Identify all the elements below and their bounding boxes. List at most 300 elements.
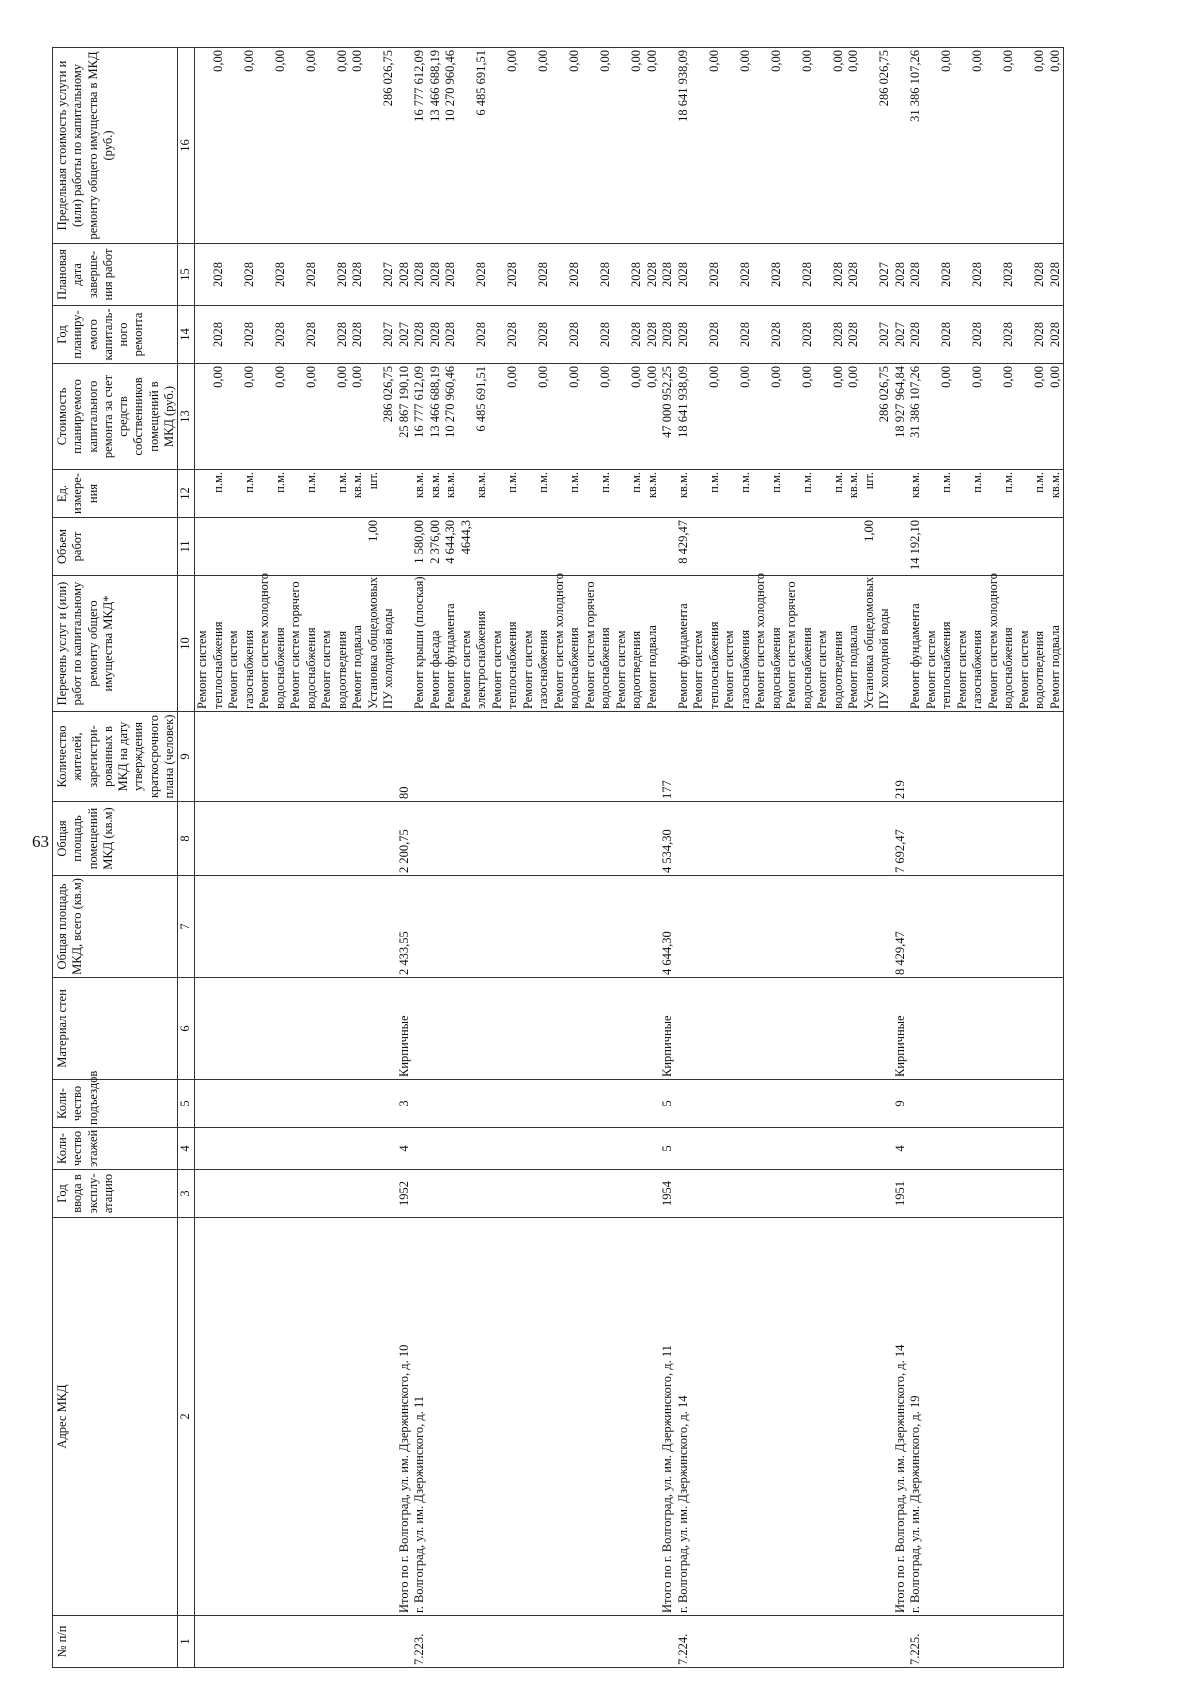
table-cell (1032, 1130, 1048, 1167)
table-cell (722, 980, 738, 1077)
table-cell (707, 878, 723, 975)
table-cell (226, 50, 242, 241)
table-cell: п.м. (241, 472, 256, 493)
table-cell (753, 246, 769, 303)
table-cell (428, 1172, 444, 1215)
table-cell (552, 1220, 568, 1613)
table-cell (908, 1172, 924, 1215)
table-cell (784, 520, 800, 573)
table-cell (459, 308, 475, 361)
table-cell: Установка общедомовых (365, 576, 380, 709)
header-cell: Плановая дата заверше-ния работ (53, 244, 178, 306)
table-cell: 177 (660, 780, 674, 799)
table-cell (195, 1618, 211, 1665)
table-cell: 0,00 (598, 50, 612, 72)
table-cell (970, 1130, 986, 1167)
table-cell (381, 472, 397, 515)
table-cell: Ремонт фасада (427, 630, 442, 709)
table-cell (1001, 714, 1017, 799)
column-premises-area (195, 802, 1064, 876)
table-cell (304, 1618, 320, 1665)
table-cell: Ремонт систем (458, 630, 473, 709)
table-cell: 0,00 (303, 366, 318, 388)
table-cell (846, 520, 862, 573)
table-cell (908, 878, 924, 975)
table-cell (257, 1082, 273, 1125)
table-cell (505, 714, 521, 799)
table-cell (629, 714, 645, 799)
table-cell: 2027 (877, 322, 891, 347)
table-cell (1017, 472, 1033, 515)
table-cell: 2028 (737, 322, 752, 347)
table-cell: кв.м. (443, 472, 457, 499)
table-cell: 2028 (536, 262, 550, 287)
table-cell (397, 578, 413, 709)
header-cell: Стоимость планируемого капитального ремонта за счет средств собственников помещений в МКД (руб.) (53, 364, 178, 470)
table-cell (877, 472, 893, 515)
table-cell (877, 1618, 893, 1665)
table-cell (753, 308, 769, 361)
table-cell (288, 1618, 304, 1665)
table-cell (831, 1130, 847, 1167)
table-cell: 0,00 (799, 366, 814, 388)
table-cell (381, 1172, 397, 1215)
table-cell (1017, 1220, 1033, 1613)
table-cell: 0,00 (939, 366, 953, 388)
table-cell (273, 878, 289, 975)
table-cell (552, 308, 568, 361)
table-cell (397, 50, 413, 241)
table-cell (211, 714, 227, 799)
table-cell (459, 1130, 475, 1167)
table-cell: Ремонт крыши (плоская) (412, 576, 426, 709)
table-cell (288, 804, 304, 873)
table-cell: 2 376,00 (427, 520, 442, 564)
table-cell: 18 641 938,09 (675, 366, 690, 438)
table-cell (257, 246, 273, 303)
table-cell: Установка общедомовых (861, 576, 876, 709)
table-cell (738, 1130, 754, 1167)
table-cell (614, 246, 630, 303)
table-cell: Ремонт систем горячего (784, 581, 798, 709)
table-cell (676, 878, 692, 975)
table-cell (598, 1618, 614, 1665)
table-cell (552, 878, 568, 975)
table-cell (1048, 520, 1064, 573)
table-cell: кв.м. (427, 472, 442, 499)
table-cell: 2028 (846, 262, 860, 287)
table-cell: 0,00 (644, 366, 659, 388)
table-cell (986, 878, 1002, 975)
table-cell (893, 50, 909, 241)
table-cell (257, 366, 273, 467)
table-cell (753, 472, 769, 515)
table-cell (800, 980, 816, 1077)
table-cell (986, 50, 1002, 241)
table-cell (1017, 308, 1033, 361)
table-cell (753, 980, 769, 1077)
table-cell: Ремонт систем холодного (257, 573, 271, 709)
table-cell: г. Волгоград, ул. им. Дзержинского, д. 14 (675, 1395, 690, 1613)
table-cell (629, 1130, 645, 1167)
table-cell: 2028 (629, 262, 643, 287)
table-cell (536, 1172, 552, 1215)
table-cell (567, 520, 583, 573)
table-cell (242, 1082, 258, 1125)
table-cell: 2028 (1047, 262, 1062, 287)
table-cell (226, 308, 242, 361)
table-cell (335, 1082, 351, 1125)
table-cell (474, 1172, 490, 1215)
table-cell (862, 1172, 878, 1215)
table-cell (226, 878, 242, 975)
table-cell: водоотведения (334, 630, 349, 709)
table-cell (862, 878, 878, 975)
table-cell: 2028 (830, 322, 845, 347)
table-cell (722, 1618, 738, 1665)
table-cell (815, 1082, 831, 1125)
table-cell (304, 520, 320, 573)
table-cell (536, 714, 552, 799)
table-cell (1017, 366, 1033, 467)
table-cell (583, 1172, 599, 1215)
table-cell: 2027 (396, 322, 411, 347)
table-cell: 0,00 (768, 50, 783, 72)
table-cell (800, 520, 816, 573)
table-cell (753, 50, 769, 241)
column-residents (195, 712, 1064, 802)
table-cell (831, 1618, 847, 1665)
table-cell (195, 472, 211, 515)
table-cell: п.м. (1032, 472, 1046, 493)
table-cell (753, 1172, 769, 1215)
column-number: 6 (178, 978, 195, 1080)
table-cell (350, 804, 366, 873)
table-cell (676, 804, 692, 873)
column-number: 9 (178, 712, 195, 802)
table-cell (335, 980, 351, 1077)
table-cell (226, 1618, 242, 1665)
table-cell (846, 878, 862, 975)
table-cell (846, 1220, 862, 1613)
table-cell: 0,00 (768, 366, 783, 388)
table-cell (335, 1220, 351, 1613)
table-cell (800, 1172, 816, 1215)
table-cell: п.м. (567, 472, 581, 493)
table-cell: 0,00 (1032, 50, 1046, 72)
table-cell (319, 520, 335, 573)
table-cell: 2028 (660, 322, 674, 347)
table-cell (986, 1220, 1002, 1613)
table-cell: 1,00 (861, 520, 876, 542)
table-cell: 2028 (1032, 322, 1046, 347)
table-cell (815, 246, 831, 303)
table-cell (242, 1618, 258, 1665)
table-cell (505, 804, 521, 873)
column-total-area (195, 876, 1064, 978)
table-cell (474, 878, 490, 975)
table-cell (552, 50, 568, 241)
table-cell (1032, 878, 1048, 975)
table-cell: 0,00 (939, 50, 953, 72)
table-cell (738, 520, 754, 573)
header-cell: Объем работ (53, 518, 178, 576)
table-cell (629, 1220, 645, 1613)
table-cell (753, 878, 769, 975)
table-cell (815, 878, 831, 975)
table-cell (195, 50, 211, 241)
table-cell (986, 1172, 1002, 1215)
table-cell (366, 50, 382, 241)
table-cell (614, 878, 630, 975)
header-cell: Предельная стоимость услуги и (или) работы по капитальному ремонту общего имущества в МКД (руб.) (53, 48, 178, 244)
table-cell (273, 1082, 289, 1125)
table-cell (1032, 1082, 1048, 1125)
table-cell: 0,00 (1001, 50, 1015, 72)
table-cell (304, 804, 320, 873)
table-cell (660, 520, 676, 573)
table-cell (676, 1172, 692, 1215)
table-cell (955, 50, 971, 241)
table-cell (877, 1130, 893, 1167)
table-cell (536, 1130, 552, 1167)
table-cell (769, 1220, 785, 1613)
table-cell (226, 980, 242, 1077)
column-number-row (178, 48, 195, 1668)
table-cell (862, 1130, 878, 1167)
table-cell: п.м. (210, 472, 225, 493)
table-cell (986, 980, 1002, 1077)
table-cell (691, 1130, 707, 1167)
table-cell: 2028 (939, 322, 953, 347)
table-cell: 0,00 (272, 50, 287, 72)
table-cell (784, 1130, 800, 1167)
table-body-row (195, 48, 1064, 1668)
table-cell: 0,00 (644, 50, 659, 72)
table-cell: 2028 (799, 322, 814, 347)
table-cell (598, 1130, 614, 1167)
column-number: 1 (178, 1616, 195, 1668)
table-cell (722, 50, 738, 241)
table-cell (831, 714, 847, 799)
table-cell (893, 578, 909, 709)
table-cell: кв.м. (675, 472, 690, 499)
table-cell (428, 980, 444, 1077)
table-cell: 31 386 107,26 (908, 50, 922, 122)
table-cell (583, 1130, 599, 1167)
table-cell (521, 878, 537, 975)
table-cell (1017, 1130, 1033, 1167)
table-cell (195, 366, 211, 467)
table-cell (366, 1172, 382, 1215)
column-number: 5 (178, 1080, 195, 1128)
table-cell (319, 714, 335, 799)
column-number: 3 (178, 1170, 195, 1218)
table-cell (505, 878, 521, 975)
table-cell: Итого по г. Волгоград, ул. им. Дзержинского, д. 11 (660, 1345, 674, 1613)
table-cell: 0,00 (567, 50, 581, 72)
table-cell: 2028 (427, 262, 442, 287)
table-cell (629, 1082, 645, 1125)
table-cell: водоснабжения (768, 627, 783, 709)
table-cell (459, 366, 475, 467)
column-repair-year (195, 306, 1064, 364)
column-number: 4 (178, 1128, 195, 1170)
table-cell (381, 1130, 397, 1167)
table-cell: п.м. (706, 472, 721, 493)
table-cell: 0,00 (334, 366, 349, 388)
table-cell (691, 804, 707, 873)
table-cell (195, 520, 211, 573)
table-cell (273, 1220, 289, 1613)
table-cell (753, 1618, 769, 1665)
table-cell (567, 804, 583, 873)
table-cell: газоснабжения (536, 629, 550, 709)
table-cell (490, 366, 506, 467)
table-cell (273, 804, 289, 873)
table-cell (211, 1618, 227, 1665)
column-year-built (195, 1170, 1064, 1218)
table-cell (226, 472, 242, 515)
table-cell (924, 520, 940, 573)
table-cell (583, 980, 599, 1077)
table-cell (412, 714, 428, 799)
table-cell (707, 520, 723, 573)
table-cell (691, 1220, 707, 1613)
table-cell (707, 804, 723, 873)
table-cell: 0,00 (706, 50, 721, 72)
table-cell (459, 878, 475, 975)
table-cell (552, 1130, 568, 1167)
table-cell (226, 1220, 242, 1613)
table-cell (242, 714, 258, 799)
table-cell (645, 980, 661, 1077)
table-cell: 2028 (846, 322, 860, 347)
table-cell (521, 980, 537, 1077)
table-cell: Ремонт фундамента (443, 603, 457, 709)
header-cell: № п/п (53, 1616, 178, 1668)
table-cell (598, 980, 614, 1077)
table-cell (862, 1618, 878, 1665)
table-cell (846, 1618, 862, 1665)
table-cell (924, 878, 940, 975)
table-cell (428, 1618, 444, 1665)
table-cell: 6 485 691,51 (474, 366, 488, 432)
table-cell (769, 714, 785, 799)
table-cell (257, 980, 273, 1077)
table-cell: 8 429,47 (675, 520, 690, 564)
column-number: 11 (178, 518, 195, 576)
table-cell (939, 714, 955, 799)
table-cell (877, 1172, 893, 1215)
table-cell (288, 308, 304, 361)
table-cell (970, 1220, 986, 1613)
table-cell (908, 1130, 924, 1167)
table-cell (800, 804, 816, 873)
table-cell (784, 804, 800, 873)
table-cell (583, 1082, 599, 1125)
table-cell (707, 1172, 723, 1215)
table-cell (366, 980, 382, 1077)
table-cell: 0,00 (241, 366, 256, 388)
table-cell: п.м. (737, 472, 752, 493)
table-cell: 2028 (970, 322, 984, 347)
table-cell (583, 714, 599, 799)
table-cell (939, 804, 955, 873)
table-cell (1001, 1082, 1017, 1125)
table-cell (335, 520, 351, 573)
table-cell (583, 366, 599, 467)
table-cell: водоснабжения (598, 627, 612, 709)
table-cell: 1952 (396, 1181, 411, 1206)
table-cell: 2028 (706, 322, 721, 347)
table-cell (242, 878, 258, 975)
table-cell (428, 1082, 444, 1125)
table-cell (505, 1130, 521, 1167)
table-cell (428, 714, 444, 799)
table-cell: теплоснабжения (210, 621, 225, 709)
repair-plan-table (52, 47, 1064, 1668)
table-cell (1032, 1172, 1048, 1215)
header-cell: Год планиру-емого капиталь-ного ремонта (53, 306, 178, 364)
table-cell (970, 520, 986, 573)
table-cell (195, 714, 211, 799)
table-cell (676, 714, 692, 799)
table-cell: п.м. (505, 472, 519, 493)
table-cell (521, 246, 537, 303)
table-cell (412, 1130, 428, 1167)
table-cell (257, 1618, 273, 1665)
table-cell (397, 472, 413, 515)
table-cell (552, 520, 568, 573)
table-cell (815, 1130, 831, 1167)
table-cell (722, 472, 738, 515)
table-cell (505, 1618, 521, 1665)
table-cell: Ремонт подвала (350, 625, 364, 709)
table-cell (645, 714, 661, 799)
table-cell (459, 804, 475, 873)
table-cell: шт. (861, 472, 876, 490)
table-cell: 2028 (210, 322, 225, 347)
table-cell: Ремонт систем (195, 630, 209, 709)
table-cell (645, 1130, 661, 1167)
table-cell (521, 50, 537, 241)
table-cell (1048, 1130, 1064, 1167)
table-cell (738, 1172, 754, 1215)
table-cell (242, 520, 258, 573)
table-cell: 2028 (675, 322, 690, 347)
table-cell (226, 366, 242, 467)
column-unit (195, 470, 1064, 518)
table-cell (986, 520, 1002, 573)
column-wall-material (195, 978, 1064, 1080)
table-cell (598, 878, 614, 975)
table-cell (381, 980, 397, 1077)
table-cell (986, 1082, 1002, 1125)
table-cell (986, 1618, 1002, 1665)
table-cell: Ремонт систем (520, 630, 535, 709)
table-cell (722, 1130, 738, 1167)
table-cell (753, 1082, 769, 1125)
table-cell: 0,00 (350, 50, 364, 72)
table-cell (350, 714, 366, 799)
column-max-cost (195, 48, 1064, 244)
table-cell: 7.225. (908, 1633, 922, 1665)
table-cell (924, 714, 940, 799)
table-cell (366, 1618, 382, 1665)
table-cell (412, 804, 428, 873)
table-cell: кв.м. (644, 472, 659, 499)
